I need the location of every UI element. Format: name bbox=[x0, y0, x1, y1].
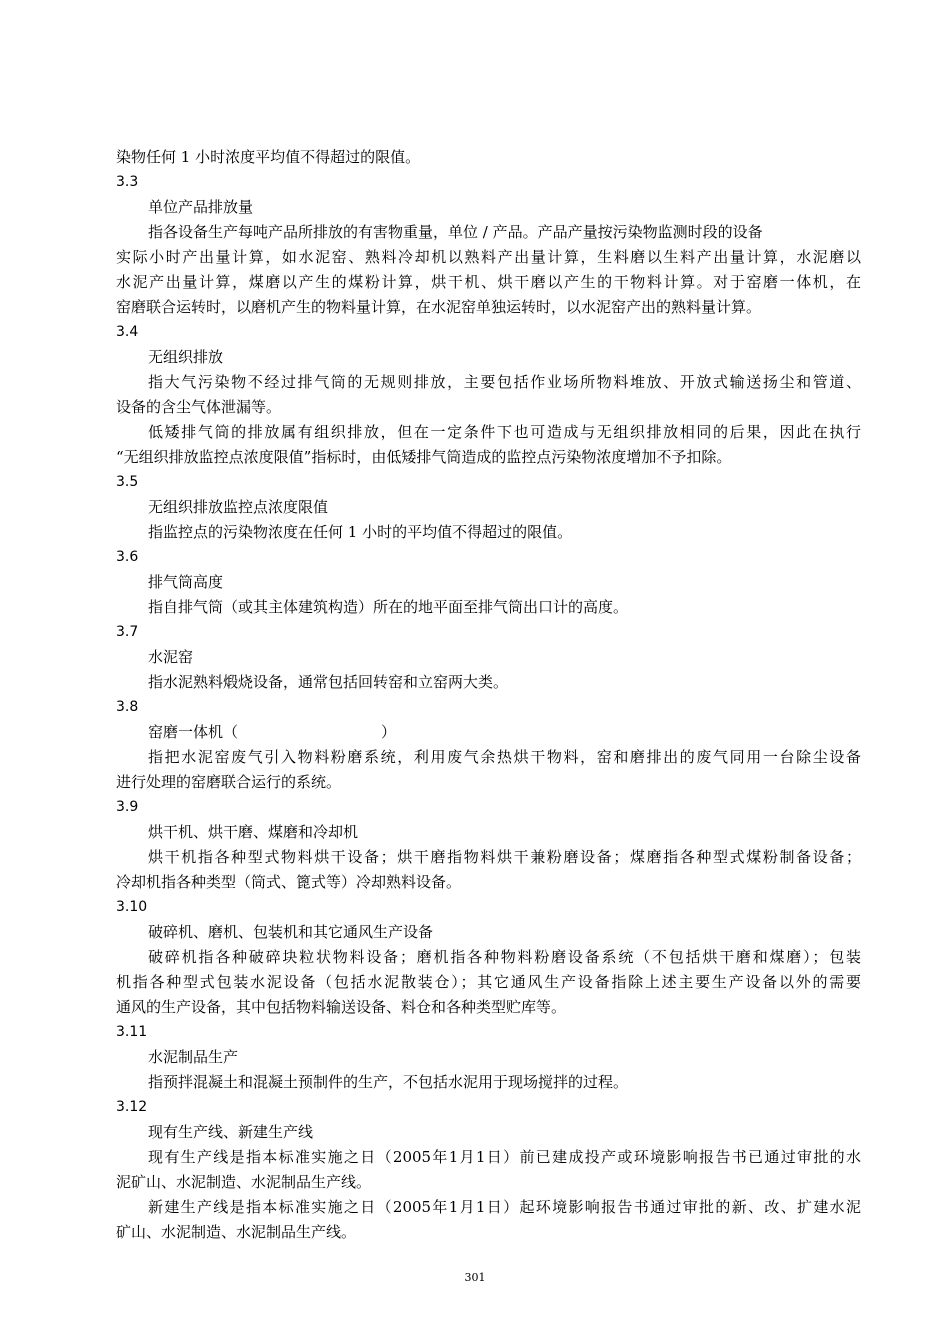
section-number-3-4: 3.4 bbox=[116, 324, 139, 340]
section-title-3-8: 窑磨一体机（ ） bbox=[148, 723, 397, 741]
section-title-3-4: 无组织排放 bbox=[148, 348, 224, 366]
paragraph-line: 通风的生产设备，其中包括物料输送设备、料仓和各种类型贮库等。 bbox=[116, 998, 567, 1016]
section-title-3-10: 破碎机、磨机、包装机和其它通风生产设备 bbox=[148, 923, 434, 941]
section-number-3-10: 3.10 bbox=[116, 899, 148, 915]
section-number-3-5: 3.5 bbox=[116, 474, 139, 490]
paragraph-line: 指各设备生产每吨产品所排放的有害物重量，单位 / 产品。产品产量按污染物监测时段的设备 bbox=[148, 223, 763, 241]
intro-text-line: 染物任何 1 小时浓度平均值不得超过的限值。 bbox=[116, 148, 421, 166]
paragraph-line: 窑磨联合运转时，以磨机产生的物料量计算，在水泥窑单独运转时，以水泥窑产出的熟料量计算。 bbox=[116, 298, 762, 316]
paragraph-line: 指大气污染物不经过排气筒的无规则排放，主要包括作业场所物料堆放、开放式输送扬尘和管道、 bbox=[148, 373, 861, 391]
paragraph-line: 设备的含尘气体泄漏等。 bbox=[116, 398, 282, 416]
paragraph-line: 冷却机指各种类型（筒式、篦式等）冷却熟料设备。 bbox=[116, 873, 462, 891]
paragraph-line: 指水泥熟料煅烧设备，通常包括回转窑和立窑两大类。 bbox=[148, 673, 509, 691]
paragraph-line: 矿山、水泥制造、水泥制品生产线。 bbox=[116, 1223, 357, 1241]
section-number-3-6: 3.6 bbox=[116, 549, 139, 565]
section-title-3-9: 烘干机、烘干磨、煤磨和冷却机 bbox=[148, 823, 359, 841]
paragraph-line: 指预拌混凝土和混凝土预制件的生产，不包括水泥用于现场搅拌的过程。 bbox=[148, 1073, 629, 1091]
section-title-3-5: 无组织排放监控点浓度限值 bbox=[148, 498, 329, 516]
paragraph-line: 新建生产线是指本标准实施之日（2005年1月1日）起环境影响报告书通过审批的新、改、扩建水泥 bbox=[148, 1198, 861, 1216]
paragraph-line: 破碎机指各种破碎块粒状物料设备；磨机指各种物料粉磨设备系统（不包括烘干磨和煤磨）；包装 bbox=[148, 948, 861, 966]
paragraph-line: 指自排气筒（或其主体建筑构造）所在的地平面至排气筒出口计的高度。 bbox=[148, 598, 629, 616]
paragraph-line: 泥矿山、水泥制造、水泥制品生产线。 bbox=[116, 1173, 372, 1191]
section-number-3-3: 3.3 bbox=[116, 174, 139, 190]
section-number-3-12: 3.12 bbox=[116, 1099, 148, 1115]
section-number-3-8: 3.8 bbox=[116, 699, 139, 715]
paragraph-line: 指把水泥窑废气引入物料粉磨系统，利用废气余热烘干物料，窑和磨排出的废气同用一台除尘设备 bbox=[148, 748, 861, 766]
paragraph-line: 机指各种型式包装水泥设备（包括水泥散装仓）；其它通风生产设备指除上述主要生产设备以外的需要 bbox=[116, 973, 861, 991]
paragraph-line: 实际小时产出量计算，如水泥窑、熟料冷却机以熟料产出量计算，生料磨以生料产出量计算，水泥磨以 bbox=[116, 248, 861, 266]
section-number-3-7: 3.7 bbox=[116, 624, 139, 640]
section-number-3-11: 3.11 bbox=[116, 1024, 148, 1040]
section-number-3-9: 3.9 bbox=[116, 799, 139, 815]
paragraph-line: 指监控点的污染物浓度在任何 1 小时的平均值不得超过的限值。 bbox=[148, 523, 573, 541]
section-title-3-7: 水泥窑 bbox=[148, 648, 194, 666]
paragraph-line: 低矮排气筒的排放属有组织排放，但在一定条件下也可造成与无组织排放相同的后果，因此在执行 bbox=[148, 423, 861, 441]
paragraph-line: 现有生产线是指本标准实施之日（2005年1月1日）前已建成投产或环境影响报告书已通过审批的水 bbox=[148, 1148, 861, 1166]
paragraph-line: “无组织排放监控点浓度限值”指标时，由低矮排气筒造成的监控点污染物浓度增加不予扣除。 bbox=[116, 448, 732, 466]
section-title-3-12: 现有生产线、新建生产线 bbox=[148, 1123, 314, 1141]
section-title-3-3: 单位产品排放量 bbox=[148, 198, 254, 216]
paragraph-line: 进行处理的窑磨联合运行的系统。 bbox=[116, 773, 342, 791]
page-number: 301 bbox=[464, 1271, 486, 1284]
paragraph-line: 水泥产出量计算，煤磨以产生的煤粉计算，烘干机、烘干磨以产生的干物料计算。对于窑磨一体机，在 bbox=[116, 273, 861, 291]
section-title-3-11: 水泥制品生产 bbox=[148, 1048, 239, 1066]
paragraph-line: 烘干机指各种型式物料烘干设备；烘干磨指物料烘干兼粉磨设备；煤磨指各种型式煤粉制备设备； bbox=[148, 848, 861, 866]
section-title-3-6: 排气筒高度 bbox=[148, 573, 224, 591]
